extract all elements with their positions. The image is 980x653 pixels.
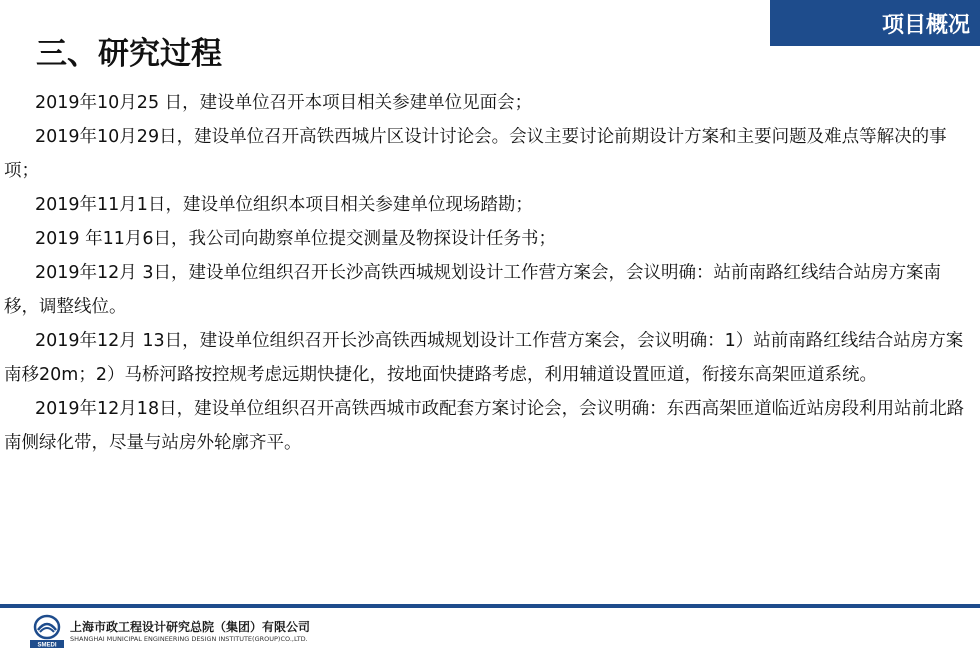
- footer-divider: [0, 604, 980, 608]
- paragraph-2: 2019年10月29日，建设单位召开高铁西城片区设计讨论会。会议主要讨论前期设计方案和主要问题及难点等解决的事项；: [4, 127, 947, 181]
- paragraph-3: 2019年11月1日，建设单位组织本项目相关参建单位现场踏勘；: [35, 195, 533, 215]
- paragraph-1: 2019年10月25 日，建设单位召开本项目相关参建单位见面会；: [35, 93, 533, 113]
- content-body: [4, 86, 972, 460]
- paragraph-7: 2019年12月18日，建设单位组织召开高铁西城市政配套方案讨论会，会议明确：东西高架匝道临近站房段利用站前北路南侧绿化带，尽量与站房外轮廓齐平。: [4, 399, 965, 453]
- svg-text:SMEDI: SMEDI: [37, 642, 57, 648]
- paragraph-6: 2019年12月 13日，建设单位组织召开长沙高铁西城规划设计工作营方案会，会议明确：1）站前南路红线结合站房方案南移20m；2）马桥河路按控规考虑远期快捷化，按地面快捷路考虑，利用辅道设置匝道，衔接东高架匝道系统。: [4, 331, 964, 385]
- company-name-cn: 上海市政工程设计研究总院（集团）有限公司: [70, 619, 311, 634]
- section-badge: [770, 0, 980, 46]
- paragraph-4: 2019 年11月6日，我公司向勘察单位提交测量及物探设计任务书；: [35, 229, 556, 249]
- section-badge-label: 项目概况: [881, 12, 970, 38]
- company-logo-icon: [30, 614, 64, 648]
- paragraph-5: 2019年12月 3日，建设单位组织召开长沙高铁西城规划设计工作营方案会，会议明确：站前南路红线结合站房方案南移，调整线位。: [4, 263, 941, 317]
- company-name: [70, 619, 310, 644]
- footer: [30, 614, 310, 648]
- page-title: 三、研究过程: [36, 36, 222, 72]
- company-name-en: SHANGHAI MUNICIPAL ENGINEERING DESIGN INSTITUTE(GROUP)CO.,LTD.: [70, 634, 308, 643]
